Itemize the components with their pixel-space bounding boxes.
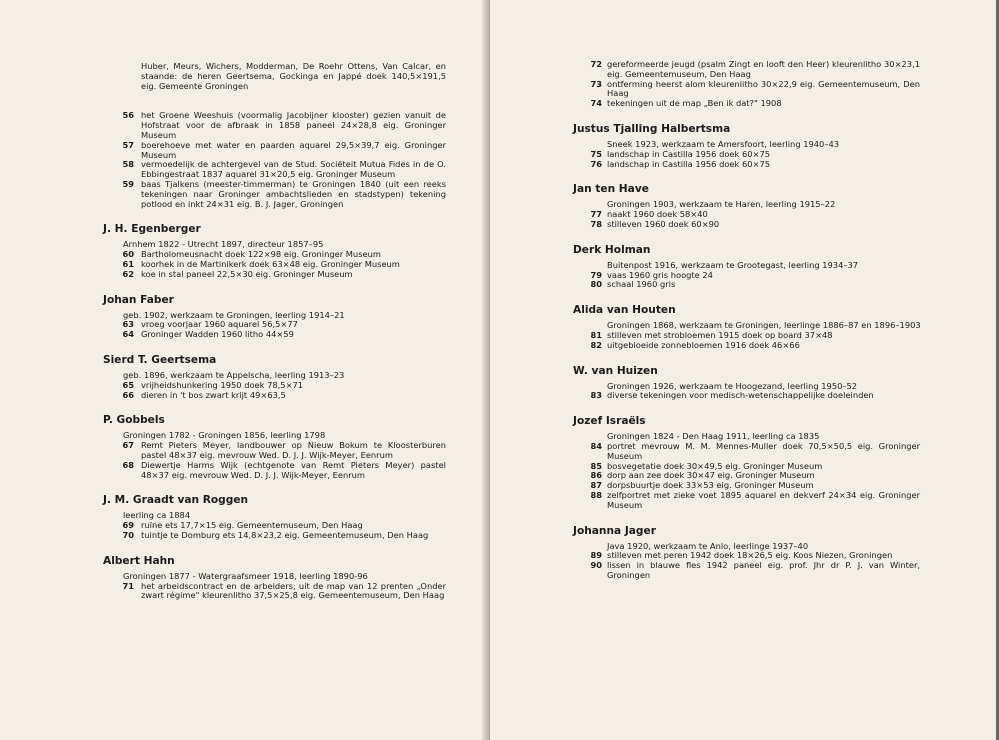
artist-name: W. van Huizen: [573, 364, 658, 377]
continuation-block: [0, 62, 456, 91]
entry-text: ontferming heerst alom kleurenlitho 30×22,9 eig. Gemeentemuseum, Den Haag: [607, 78, 920, 99]
catalogue-entry: [0, 441, 456, 461]
entry-number: 68: [122, 459, 134, 470]
entry-number: 77: [590, 209, 602, 220]
entry-number: 74: [590, 98, 602, 109]
catalogue-entry: [490, 220, 920, 230]
entry-number: 63: [122, 319, 134, 330]
catalogue-entry: [0, 330, 456, 340]
artist-name: Alida van Houten: [573, 304, 676, 317]
entry-text: tuintje te Domburg ets 14,8×23,2 eig. Gemeentemuseum, Den Haag: [141, 529, 429, 540]
entry-text: Remt Pieters Meyer, landbouwer op Nieuw Bokum te Kloosterburen pastel 48×37 eig. mevrouw Wed. D. J. J. Wijk-Meyer, Eenrum: [141, 440, 446, 460]
entry-number: 89: [590, 550, 602, 561]
artist-block: [490, 183, 920, 229]
entry-text: Bartholomeusnacht doek 122×98 eig. Groninger Museum: [141, 249, 381, 260]
entry-number: 78: [590, 218, 602, 229]
entry-number: 88: [590, 489, 602, 500]
entry-text: baas Tjalkens (meester-timmerman) te Groningen 1840 (uit een reeks tekeningen naar Groninger ambachtslieden en stadstypen) tekening potlood en inkt 24×31 eig. B. J. Jager, Groningen: [141, 178, 446, 209]
entry-text: koe in stal paneel 22,5×30 eig. Groninger Museum: [141, 268, 353, 279]
entry-number: 76: [590, 158, 602, 169]
right-page: [490, 0, 999, 740]
entry-text: landschap in Castilla 1956 doek 60×75: [607, 148, 771, 159]
artist-bio: Groningen 1877 - Watergraafsmeer 1918, leerling 1890-96: [123, 570, 368, 581]
catalogue-entry: [0, 141, 456, 161]
artist-bio: Groningen 1782 - Groningen 1856, leerling 1798: [123, 430, 326, 441]
catalogue-entry: [0, 270, 456, 280]
entry-number: 79: [590, 269, 602, 280]
entry-text: stilleven met peren 1942 doek 18×26,5 eig. Koos Niezen, Groningen: [607, 550, 893, 561]
catalogue-entry: [490, 491, 920, 511]
artist-block: [0, 354, 456, 400]
entry-number: 67: [122, 440, 134, 451]
entry-number: 56: [122, 110, 134, 121]
continuation-text: Huber, Meurs, Wichers, Modderman, De Roehr Ottens, Van Calcar, en staande: de heren Geertsema, Gockinga en Jappé doek 140,5×191,5 eig. Gemeente Groningen: [141, 61, 446, 91]
artist-block: [490, 365, 920, 402]
entry-number: 69: [122, 520, 134, 531]
left-page: [0, 0, 490, 740]
entry-text: schaal 1960 gris: [607, 279, 676, 290]
artist-block: [0, 111, 456, 209]
entry-text: stilleven 1960 doek 60×90: [607, 218, 720, 229]
entry-text: Diewertje Harms Wijk (echtgenote van Remt Pieters Meyer) pastel 48×37 eig. mevrouw Wed. D. J. J. Wijk-Meyer, Eenrum: [141, 459, 446, 480]
catalogue-entry: [490, 280, 920, 290]
artist-name: Johan Faber: [103, 293, 174, 306]
artist-block: [0, 494, 456, 540]
artist-name: Justus Tjalling Halbertsma: [573, 122, 731, 135]
entry-text: stilleven met strobloemen 1915 doek op board 37×48: [607, 329, 833, 340]
entry-number: 73: [590, 78, 602, 89]
artist-bio: Groningen 1903, werkzaam te Haren, leerling 1915–22: [607, 199, 836, 210]
catalogue-entry: [490, 99, 920, 109]
artist-bio: Buitenpost 1916, werkzaam te Grootegast, leerling 1934–37: [607, 259, 859, 270]
entry-text: gereformeerde jeugd (psalm Zingt en looft den Heer) kleurenlitho 30×23,1 eig. Gemeentemuseum, Den Haag: [607, 59, 920, 79]
catalogue-entry: [0, 391, 456, 401]
artist-block: [0, 223, 456, 279]
entry-number: 57: [122, 139, 134, 150]
entry-text: boerehoeve met water en paarden aquarel 29,5×39,7 eig. Groninger Museum: [141, 139, 446, 160]
entry-text: naakt 1960 doek 58×40: [607, 209, 708, 220]
catalogue-entry: [490, 80, 920, 100]
catalogue-entry: [0, 531, 456, 541]
catalogue-entry: [0, 111, 456, 140]
artist-name: Albert Hahn: [103, 554, 175, 567]
artist-bio: Groningen 1824 - Den Haag 1911, leerling ca 1835: [607, 431, 820, 442]
entry-number: 72: [590, 59, 602, 69]
entry-number: 61: [122, 258, 134, 269]
artist-block: [490, 60, 920, 109]
entry-number: 70: [122, 529, 134, 540]
artist-name: Jozef Israëls: [573, 415, 646, 428]
catalogue-entry: [0, 180, 456, 209]
entry-number: 64: [122, 329, 134, 340]
entry-text: dorpsbuurtje doek 33×53 eig. Groninger Museum: [607, 480, 814, 491]
entry-number: 58: [122, 159, 134, 170]
artist-name: Sierd T. Geertsema: [103, 353, 217, 366]
artist-bio: leerling ca 1884: [123, 510, 191, 521]
artist-block: [490, 525, 920, 581]
entry-number: 84: [590, 440, 602, 451]
entry-text: uitgebloeide zonnebloemen 1916 doek 46×66: [607, 339, 800, 350]
entry-number: 83: [590, 390, 602, 401]
entry-number: 59: [122, 178, 134, 189]
catalogue-entry: [490, 391, 920, 401]
artist-name: J. H. Egenberger: [103, 223, 201, 236]
artist-block: [490, 244, 920, 290]
artist-bio: Groningen 1868, werkzaam te Groningen, leerlinge 1886–87 en 1896–1903: [607, 320, 921, 331]
artist-block: [490, 123, 920, 169]
artist-block: [0, 555, 456, 601]
entry-text: diverse tekeningen voor medisch-wetenschappelijke doeleinden: [607, 390, 874, 401]
left-column: [0, 62, 456, 615]
artist-bio: Arnhem 1822 - Utrecht 1897, directeur 1857–95: [123, 239, 324, 250]
artist-bio: Sneek 1923, werkzaam te Amersfoort, leerling 1940–43: [607, 138, 840, 149]
artist-bio: Groningen 1926, werkzaam te Hoogezand, leerling 1950–52: [607, 380, 858, 391]
entry-number: 65: [122, 379, 134, 390]
entry-text: het Groene Weeshuis (voormalig Jacobijner klooster) gezien vanuit de Hofstraat voor de afbraak in 1858 paneel 24×28,8 eig. Groninger Museum: [141, 110, 446, 140]
right-column: [490, 60, 920, 595]
catalogue-entry: [490, 341, 920, 351]
entry-number: 75: [590, 148, 602, 159]
entry-text: koorhek in de Martinikerk doek 63×48 eig. Groninger Museum: [141, 258, 400, 269]
entry-text: ruïne ets 17,7×15 eig. Gemeentemuseum, Den Haag: [141, 520, 363, 531]
entry-text: dieren in 't bos zwart krijt 49×63,5: [141, 389, 286, 400]
catalogue-entry: [0, 461, 456, 481]
entry-text: vermoedelijk de achtergevel van de Stud. Sociëteit Mutua Fides in de O. Ebbingestraat 1837 aquarel 31×20,5 eig. Groninger Museum: [141, 159, 446, 180]
catalogue-entry: [490, 561, 920, 581]
artist-bio: Java 1920, werkzaam te Anlo, leerlinge 1937–40: [607, 540, 809, 551]
entry-text: Groninger Wadden 1960 litho 44×59: [141, 329, 294, 340]
catalogue-entry: [490, 60, 920, 80]
entry-number: 71: [122, 580, 134, 591]
entry-text: vaas 1960 gris hoogte 24: [607, 269, 713, 280]
catalogue-entry: [490, 442, 920, 462]
artist-block: [490, 415, 920, 510]
entry-number: 62: [122, 268, 134, 279]
entry-text: zelfportret met zieke voet 1895 aquarel en dekverf 24×34 eig. Groninger Museum: [607, 489, 920, 510]
entry-text: bosvegetatie doek 30×49,5 eig. Groninger Museum: [607, 460, 823, 471]
entry-number: 80: [590, 279, 602, 290]
catalogue-entry: [490, 160, 920, 170]
artist-block: [0, 414, 456, 480]
artist-block: [490, 304, 920, 350]
catalogue-entry: [0, 160, 456, 180]
entry-text: lissen in blauwe fles 1942 paneel eig. prof. Jhr dr P. J. van Winter, Groningen: [607, 560, 920, 580]
entry-number: 66: [122, 389, 134, 400]
entry-text: vroeg voorjaar 1960 aquarel 56,5×77: [141, 319, 298, 330]
entry-number: 82: [590, 339, 602, 350]
entry-text: portret mevrouw M. M. Mennes-Muller doek 70,5×50,5 eig. Groninger Museum: [607, 440, 920, 461]
artist-name: Derk Holman: [573, 243, 651, 256]
artist-bio: geb. 1902, werkzaam te Groningen, leerling 1914–21: [123, 309, 345, 320]
artist-bio: geb. 1896, werkzaam te Appelscha, leerling 1913–23: [123, 369, 345, 380]
entry-number: 87: [590, 480, 602, 491]
catalogue-entry: [490, 271, 920, 281]
artist-block: [0, 294, 456, 340]
catalogue-entry: [0, 582, 456, 602]
artist-name: P. Gobbels: [103, 414, 165, 427]
entry-text: het arbeidscontract en de arbeiders, uit de map van 12 prenten „Onder zwart régime" kleurenlitho 37,5×25,8 eig. Gemeentemuseum, Den Haag: [141, 580, 446, 601]
entry-text: dorp aan zee doek 30×47 eig. Groninger Museum: [607, 470, 815, 481]
entry-number: 60: [122, 249, 134, 260]
entry-number: 86: [590, 470, 602, 481]
entry-text: landschap in Castilla 1956 doek 60×75: [607, 158, 771, 169]
artist-name: J. M. Graadt van Roggen: [103, 494, 249, 507]
entry-text: vrijheidshunkering 1950 doek 78,5×71: [141, 379, 304, 390]
entry-number: 90: [590, 560, 602, 571]
entry-text: tekeningen uit de map „Ben ik dat?" 1908: [607, 98, 782, 109]
artist-name: Jan ten Have: [573, 183, 649, 196]
artist-name: Johanna Jager: [573, 524, 656, 537]
entry-number: 81: [590, 329, 602, 340]
entry-number: 85: [590, 460, 602, 471]
